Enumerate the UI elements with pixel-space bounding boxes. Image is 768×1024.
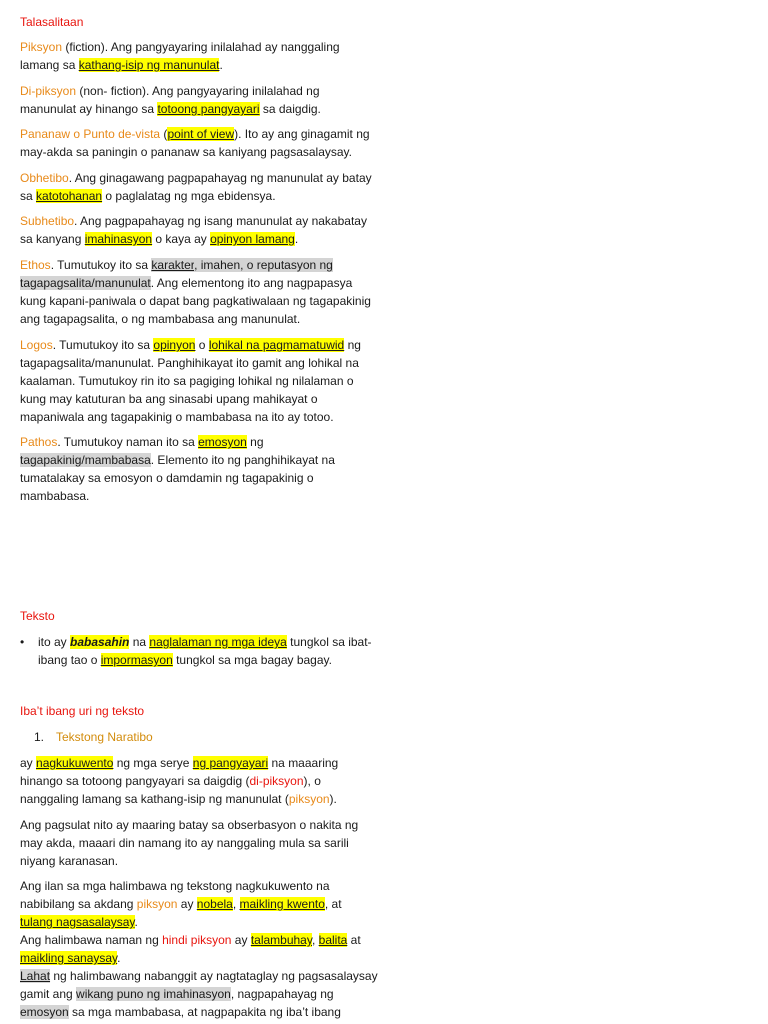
paragraph-line <box>20 913 138 931</box>
term-obhetibo: Obhetibo <box>20 171 69 185</box>
paragraph-line <box>20 754 338 772</box>
term-pathos: Pathos <box>20 435 58 449</box>
text: o kaya ay <box>152 232 211 246</box>
section-heading-teksto: Teksto <box>20 609 55 623</box>
term-hindi-piksyon: hindi piksyon <box>162 933 232 947</box>
text: hinango sa totoong pangyayari sa daigdig ( <box>20 774 250 788</box>
bullet-item <box>38 633 372 651</box>
highlight: nobela <box>196 897 233 911</box>
text: , nagpapahayag ng <box>230 987 334 1001</box>
definition-obhetibo <box>20 169 372 187</box>
text: at <box>347 933 361 947</box>
highlight: emosyon <box>198 435 247 449</box>
text: ay <box>177 897 197 911</box>
definition-logos <box>20 336 361 354</box>
definition-pananaw <box>20 125 370 143</box>
list-item-number: 1. <box>34 730 45 744</box>
definition-ethos <box>20 256 333 274</box>
text: . Tumutukoy naman ito sa <box>57 435 199 449</box>
paragraph-line <box>20 931 361 949</box>
bullet-item-line <box>38 651 332 669</box>
definition-line: kung may katuturan ba ang sinasabi upang mahikayat o <box>20 392 318 406</box>
text: ay <box>231 933 251 947</box>
highlight: maikling sanaysay <box>20 951 118 965</box>
text: tungkol sa mga bagay bagay. <box>172 653 332 667</box>
paragraph-line <box>20 967 378 985</box>
highlight-gray: tagapakinig/mambabasa <box>20 453 151 467</box>
section-heading-uri: Iba’t ibang uri ng teksto <box>20 704 145 718</box>
text: sa <box>20 189 37 203</box>
text: ng <box>246 435 264 449</box>
definition-line: tagapagsalita/manunulat. Panghihikayat ito gamit ang lohikal na <box>20 356 359 370</box>
definition-pathos <box>20 433 264 451</box>
text: Ang halimbawa naman ng <box>20 933 163 947</box>
text: . Ang pagpapahayag ng isang manunulat ay nakabatay <box>74 214 367 228</box>
definition-line: kaalaman. Tumutukoy rin ito sa pagiging lohikal ng nilalaman o <box>20 374 354 388</box>
highlight: imahinasyon <box>84 232 153 246</box>
text: (fiction). Ang pangyayaring inilalahad ay nanggaling <box>62 40 340 54</box>
text: na <box>129 635 150 649</box>
definition-line: may-akda sa paningin o pananaw sa kaniyang pagsasalaysay. <box>20 145 352 159</box>
text: sa mga mambabasa, at nagpapakita ng iba’t ibang <box>68 1005 341 1019</box>
definition-line: tumatalakay sa emosyon o damdamin ng tagapakinig o <box>20 471 314 485</box>
highlight: balita <box>318 933 348 947</box>
text: ng halimbawang nabanggit ay nagtataglay ng pagsasalaysay <box>50 969 378 983</box>
paragraph-line: Ang ilan sa mga halimbawa ng tekstong nagkukuwento na <box>20 879 330 893</box>
text: na maaaring <box>268 756 339 770</box>
highlight: nagkukuwento <box>36 756 114 770</box>
term-dipiksyon: Di-piksyon <box>20 84 77 98</box>
term-logos: Logos <box>20 338 53 352</box>
text: . Ang ginagawang pagpapahayag ng manunulat ay batay <box>68 171 372 185</box>
text: . Ang elementong ito ang nagpapasya <box>150 276 353 290</box>
text: . Elemento ito ng panghihikayat na <box>150 453 335 467</box>
highlight: kathang-isip ng manunulat <box>78 58 220 72</box>
text: , <box>311 933 319 947</box>
term-ethos: Ethos <box>20 258 51 272</box>
paragraph-line: niyang karanasan. <box>20 854 119 868</box>
paragraph-line <box>20 949 121 967</box>
highlight: tulang nagsasalaysay <box>20 915 135 929</box>
definition-line <box>20 274 352 292</box>
paragraph-line: Ang pagsulat nito ay maaring batay sa obserbasyon o nakita ng <box>20 818 359 832</box>
text: . <box>117 951 121 965</box>
paragraph-line <box>20 985 334 1003</box>
definition-line <box>20 56 223 74</box>
paragraph-line <box>20 790 337 808</box>
text: lamang sa <box>20 58 79 72</box>
text: , <box>232 897 240 911</box>
definition-piksyon <box>20 38 340 56</box>
highlight: babasahin <box>70 635 130 649</box>
highlight: ng pangyayari <box>192 756 269 770</box>
text: o paglalatag ng mga ebidensya. <box>102 189 276 203</box>
text: ng mga serye <box>113 756 193 770</box>
highlight: point of view <box>167 127 235 141</box>
highlight: opinyon <box>153 338 196 352</box>
paragraph-line <box>20 895 342 913</box>
definition-line: mambabasa. <box>20 489 90 503</box>
highlight: impormasyon <box>100 653 173 667</box>
term-pananaw: Pananaw o Punto de-vista <box>20 127 161 141</box>
paragraph-line: may akda, maaari din namang ito ay nanggaling mula sa sarili <box>20 836 349 850</box>
text: ( <box>160 127 168 141</box>
text: , at <box>324 897 342 911</box>
highlight: totoong pangyayari <box>157 102 260 116</box>
highlight-gray: emosyon <box>20 1005 69 1019</box>
text: manunulat ay hinango sa <box>20 102 158 116</box>
text: ). <box>329 792 337 806</box>
text: o <box>195 338 209 352</box>
text: nabibilang sa akdang <box>20 897 137 911</box>
definition-subhetibo <box>20 212 367 230</box>
highlight: opinyon lamang <box>210 232 295 246</box>
highlight: naglalaman ng mga ideya <box>149 635 287 649</box>
definition-line <box>20 100 321 118</box>
paragraph-line <box>20 1003 341 1021</box>
text: . <box>294 232 299 246</box>
term-piksyon: piksyon <box>288 792 330 806</box>
text: (non- fiction). Ang pangyayaring inilalahad ng <box>76 84 320 98</box>
definition-line <box>20 187 276 205</box>
highlight-gray: , imahen, o reputasyon ng <box>194 258 333 272</box>
text: tungkol sa ibat- <box>286 635 372 649</box>
highlight-gray: tagapagsalita/manunulat <box>20 276 151 290</box>
text: ), o <box>303 774 321 788</box>
paragraph-line <box>20 772 321 790</box>
section-heading-talasalitaan: Talasalitaan <box>20 15 84 29</box>
text: ay <box>20 756 37 770</box>
highlight: maikling kwento <box>239 897 325 911</box>
highlight: talambuhay <box>250 933 312 947</box>
text: ng <box>344 338 361 352</box>
text: . Tumutukoy ito sa <box>52 338 154 352</box>
term-subhetibo: Subhetibo <box>20 214 75 228</box>
highlight-gray: karakter <box>151 258 195 272</box>
term-piksyon: piksyon <box>136 897 178 911</box>
text: gamit ang <box>20 987 77 1001</box>
highlight: lohikal na pagmamatuwid <box>208 338 345 352</box>
highlight-gray: wikang puno ng imahinasyon <box>76 987 231 1001</box>
text: . <box>134 915 138 929</box>
definition-line: mapaniwala ang tagapakinig o mambabasa na ito ay totoo. <box>20 410 334 424</box>
highlight: katotohanan <box>36 189 103 203</box>
list-item-label: Tekstong Naratibo <box>56 730 153 744</box>
bullet-icon: • <box>20 635 25 649</box>
term-piksyon: Piksyon <box>20 40 63 54</box>
text: ito ay <box>38 635 71 649</box>
text: . Tumutukoy ito sa <box>50 258 152 272</box>
definition-line: ang tagapagsalita, o ng mambabasa ang manunulat. <box>20 312 301 326</box>
text: ibang tao o <box>38 653 101 667</box>
text: nanggaling lamang sa kathang-isip ng manunulat ( <box>20 792 289 806</box>
definition-line <box>20 230 298 248</box>
text: . <box>219 58 223 72</box>
text: ). Ito ay ang ginagamit ng <box>234 127 370 141</box>
text: sa kanyang <box>20 232 85 246</box>
definition-dipiksyon <box>20 82 320 100</box>
highlight-gray: Lahat <box>20 969 51 983</box>
term-dipiksyon: di-piksyon <box>249 774 304 788</box>
text: sa daigdig. <box>259 102 321 116</box>
definition-line: kung kapani-paniwala o dapat bang pagkatiwalaan ng tagapakinig <box>20 294 371 308</box>
definition-line <box>20 451 335 469</box>
